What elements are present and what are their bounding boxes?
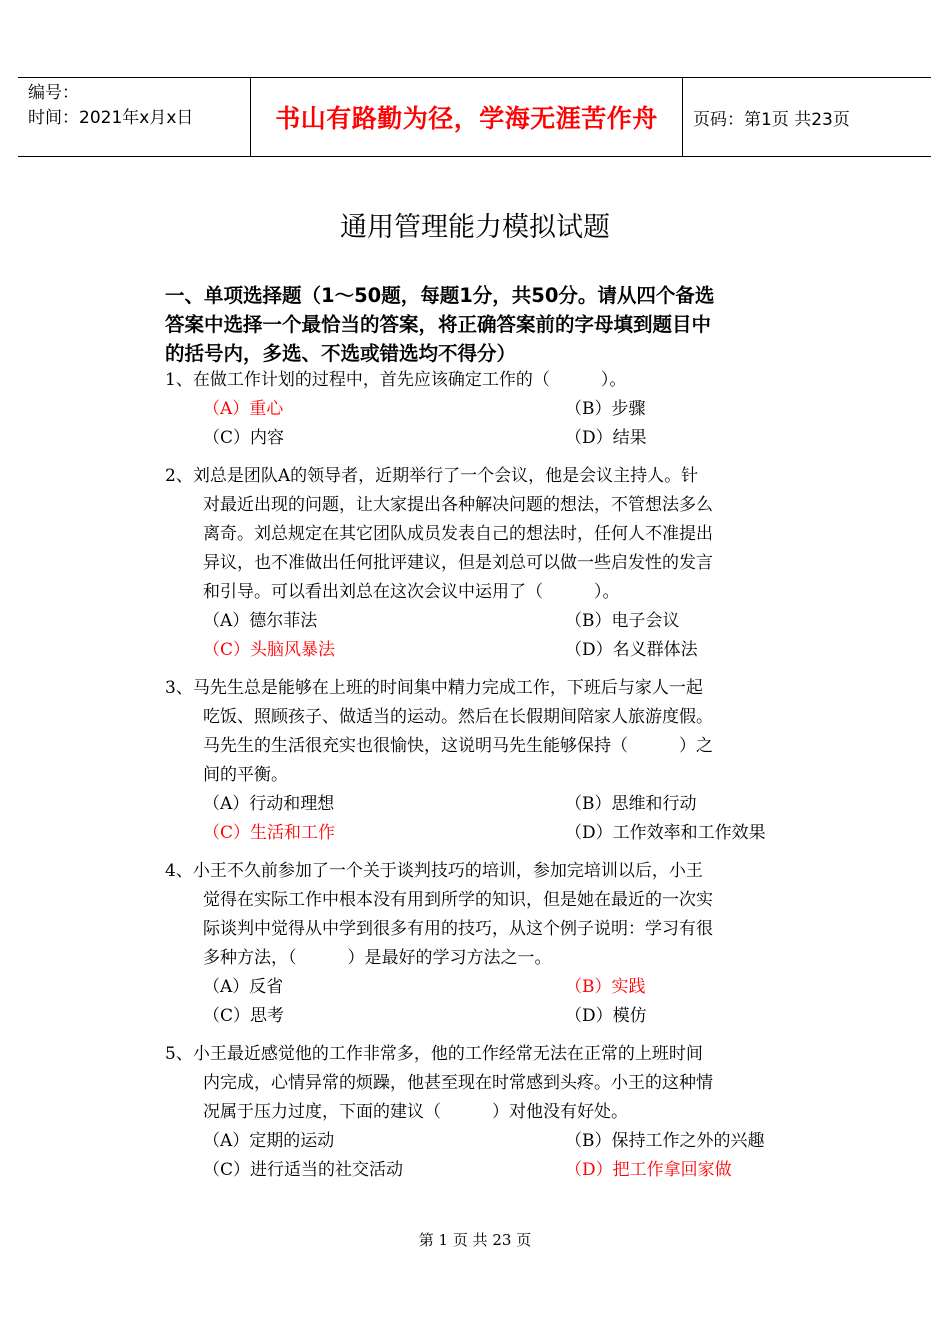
question-stem: 1、在做工作计划的过程中，首先应该确定工作的（ ）。 [165, 370, 627, 390]
question-stem-continued: 异议，也不准做出任何批评建议，但是刘总可以做一些启发性的发言 [203, 553, 713, 573]
question-stem: 3、马先生总是能够在上班的时间集中精力完成工作，下班后与家人一起 [165, 678, 703, 698]
section-heading-line: 一、单项选择题（1～50题，每题1分，共50分。请从四个备选 [165, 284, 715, 307]
answer-options [165, 395, 790, 453]
answer-option-correct: （A）重心 [203, 399, 284, 419]
answer-option: （D）工作效率和工作效果 [565, 823, 766, 843]
question-stem-continued: 况属于压力过度，下面的建议（ ）对他没有好处。 [203, 1102, 628, 1122]
document-time-label: 时间：2021年x月x日 [28, 108, 194, 128]
answer-option: （C）内容 [203, 428, 285, 448]
answer-options [165, 790, 790, 848]
question-stem-continued: 和引导。可以看出刘总在这次会议中运用了（ ）。 [203, 582, 620, 602]
section-heading [165, 281, 790, 368]
section-heading-line: 的括号内，多选、不选或错选均不得分） [165, 342, 517, 365]
answer-option: （A）反省 [203, 977, 284, 997]
answer-option: （D）模仿 [565, 1006, 647, 1026]
question-stem-continued: 觉得在实际工作中根本没有用到所学的知识，但是她在最近的一次实 [203, 890, 713, 910]
question-item [165, 674, 790, 848]
question-stem: 2、刘总是团队A的领导者，近期举行了一个会议，他是会议主持人。针 [165, 466, 699, 486]
question-item [165, 366, 790, 453]
answer-option: （B）思维和行动 [565, 794, 697, 814]
question-stem-continued: 际谈判中觉得从中学到很多有用的技巧，从这个例子说明：学习有很 [203, 919, 713, 939]
answer-option: （B）步骤 [565, 399, 646, 419]
question-stem-continued: 离奇。刘总规定在其它团队成员发表自己的想法时，任何人不准提出 [203, 524, 713, 544]
question-stem-continued: 马先生的生活很充实也很愉快，这说明马先生能够保持（ ）之 [203, 736, 713, 756]
answer-option: （B）电子会议 [565, 611, 680, 631]
question-stem: 4、小王不久前参加了一个关于谈判技巧的培训，参加完培训以后，小王 [165, 861, 703, 881]
answer-options [165, 973, 790, 1031]
answer-option: （A）德尔菲法 [203, 611, 318, 631]
header-page-info: 页码：第1页 共23页 [693, 109, 850, 130]
answer-option-correct: （C）生活和工作 [203, 823, 336, 843]
answer-options [165, 607, 790, 665]
document-number-label: 编号： [28, 83, 79, 103]
answer-option: （C）进行适当的社交活动 [203, 1160, 404, 1180]
question-stem-continued: 多种方法，（ ）是最好的学习方法之一。 [203, 948, 552, 968]
question-stem: 5、小王最近感觉他的工作非常多，他的工作经常无法在正常的上班时间 [165, 1044, 703, 1064]
answer-option: （A）行动和理想 [203, 794, 335, 814]
answer-option: （D）结果 [565, 428, 647, 448]
question-stem-continued: 对最近出现的问题，让大家提出各种解决问题的想法，不管想法多么 [203, 495, 713, 515]
answer-option-correct: （D）把工作拿回家做 [565, 1160, 732, 1180]
document-title: 通用管理能力模拟试题 [340, 212, 610, 243]
question-item [165, 1040, 790, 1185]
question-stem-continued: 内完成，心情异常的烦躁，他甚至现在时常感到头疼。小王的这种情 [203, 1073, 713, 1093]
question-stem-continued: 间的平衡。 [203, 765, 288, 785]
page-footer: 第 1 页 共 23 页 [418, 1231, 532, 1249]
answer-option: （B）保持工作之外的兴趣 [565, 1131, 765, 1151]
page-header-table [18, 77, 931, 157]
question-list [165, 366, 790, 1185]
answer-option-correct: （C）头脑风暴法 [203, 640, 336, 660]
answer-options [165, 1127, 790, 1185]
question-stem-continued: 吃饭、照顾孩子、做适当的运动。然后在长假期间陪家人旅游度假。 [203, 707, 713, 727]
section-heading-line: 答案中选择一个最恰当的答案，将正确答案前的字母填到题目中 [165, 313, 712, 336]
answer-option-correct: （B）实践 [565, 977, 646, 997]
answer-option: （D）名义群体法 [565, 640, 698, 660]
answer-option: （C）思考 [203, 1006, 285, 1026]
header-motto: 书山有路勤为径，学海无涯苦作舟 [251, 78, 683, 156]
header-meta-cell [18, 78, 251, 156]
question-item [165, 462, 790, 665]
answer-option: （A）定期的运动 [203, 1131, 335, 1151]
question-item [165, 857, 790, 1031]
